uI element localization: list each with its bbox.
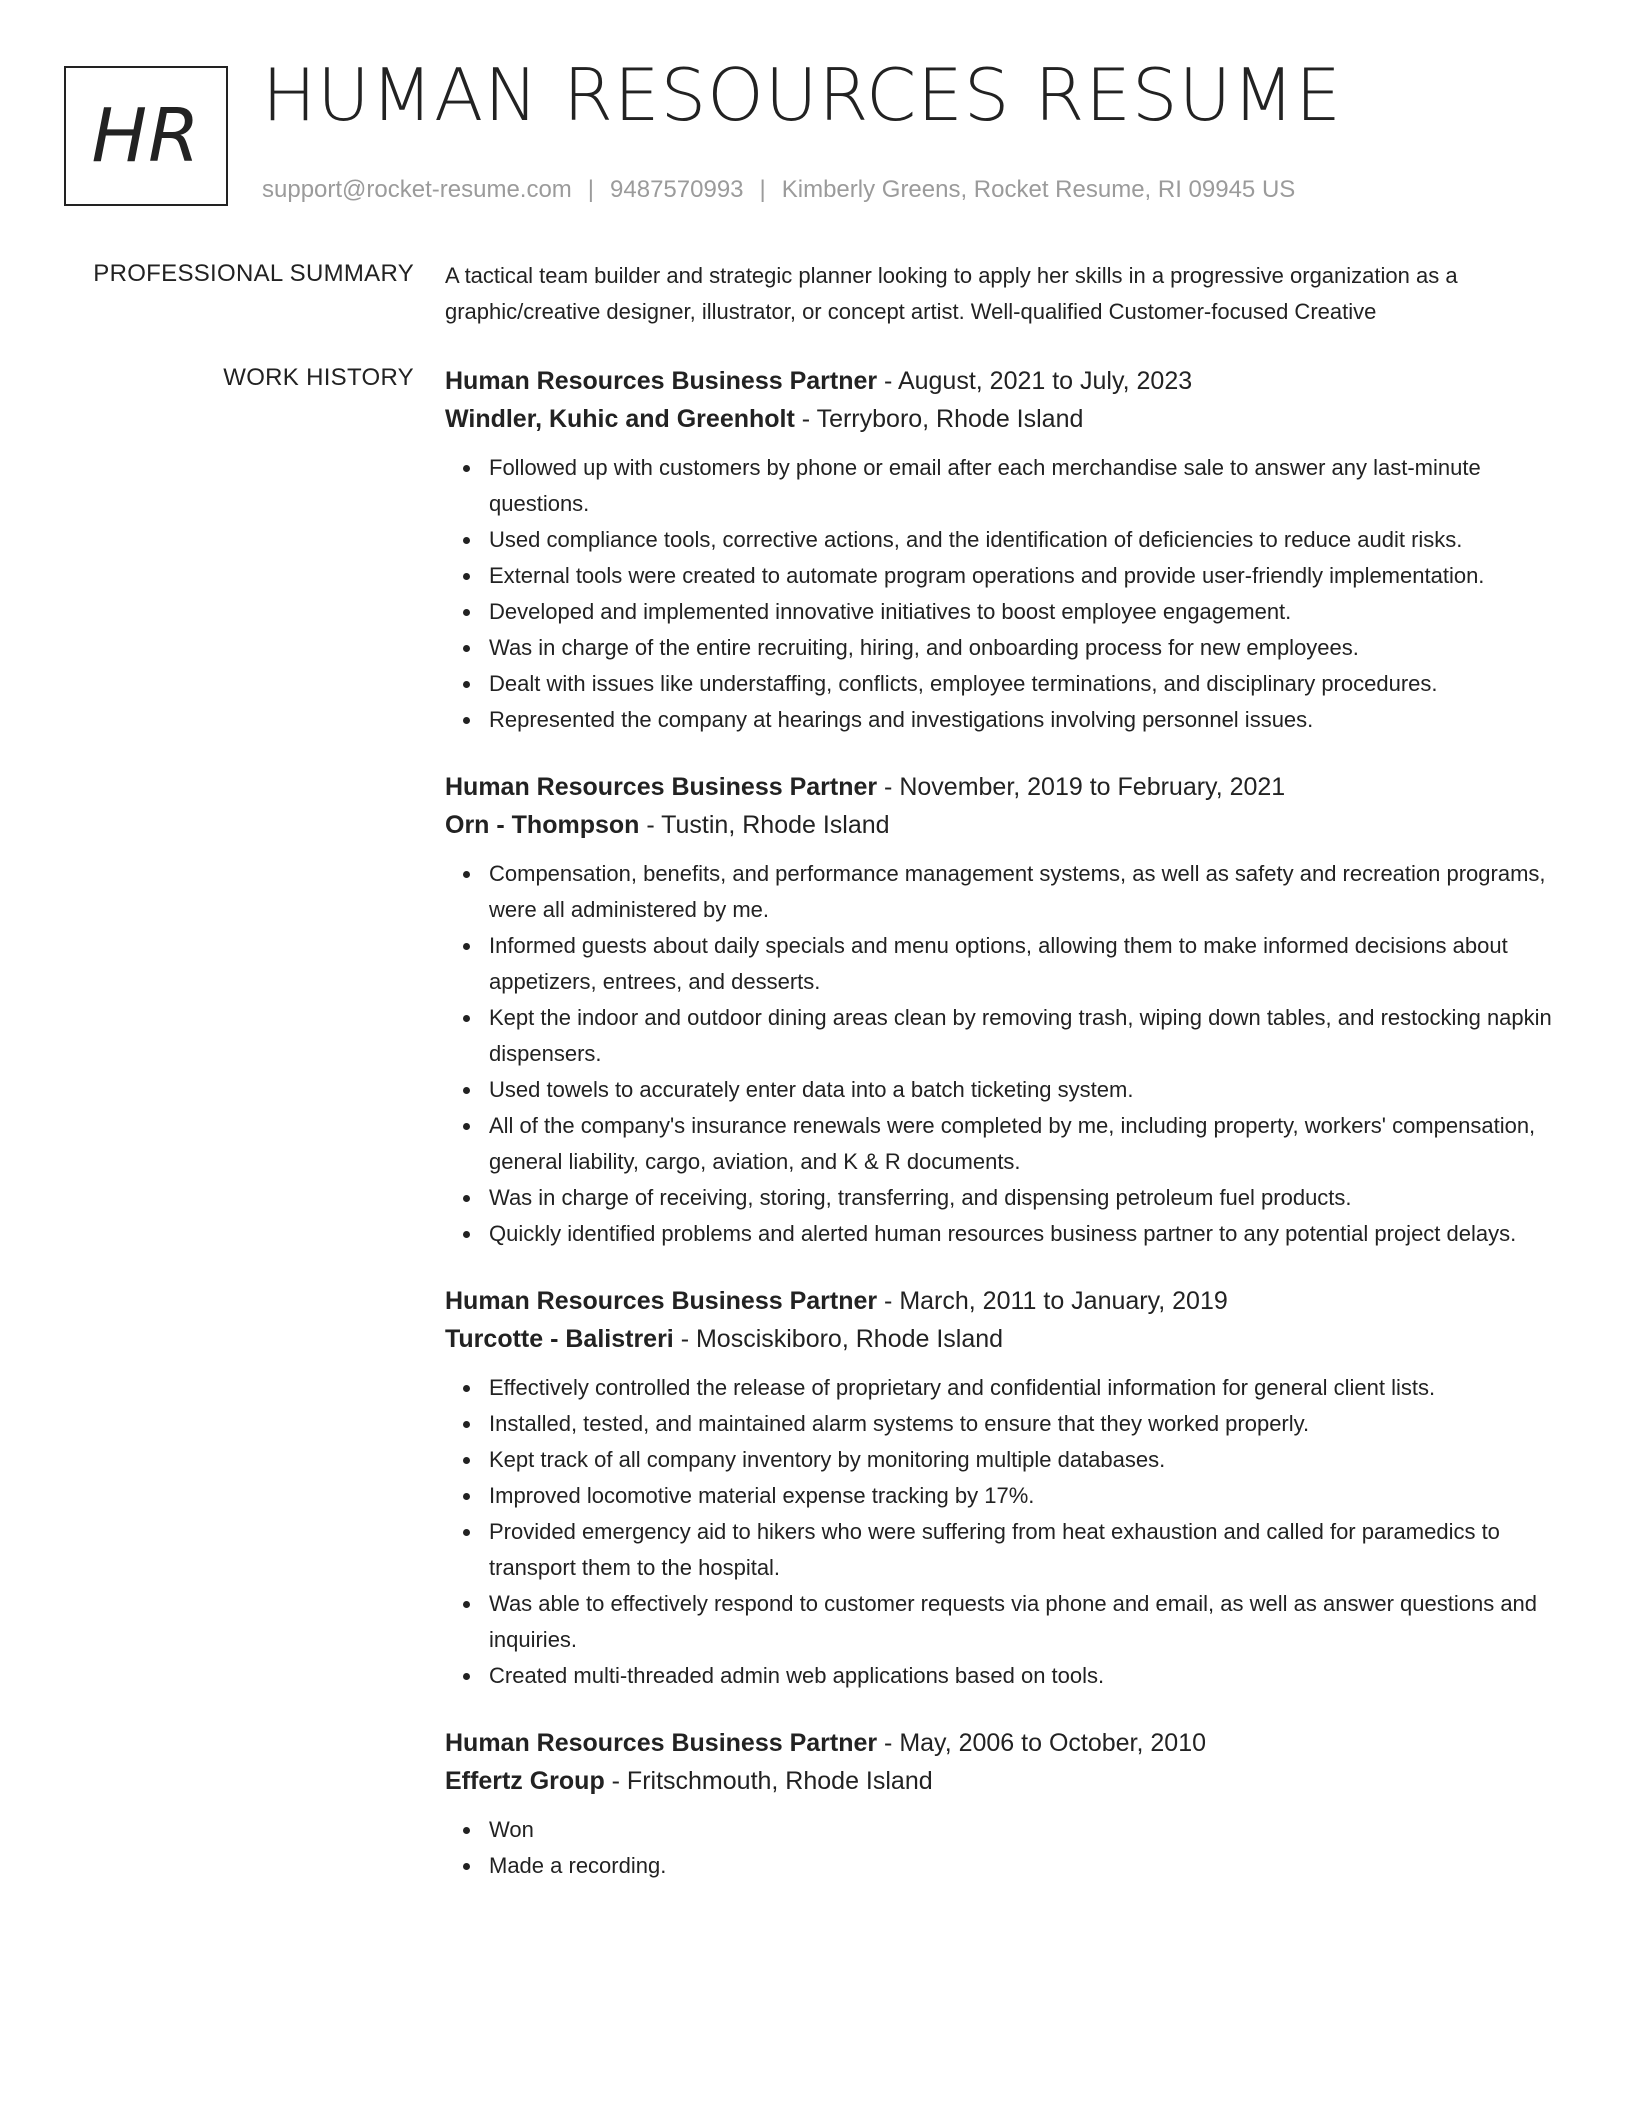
job-title: Human Resources Business Partner xyxy=(445,1729,878,1757)
job-dates: - March, 2011 to January, 2019 xyxy=(877,1287,1228,1315)
job-bullets xyxy=(445,450,1565,738)
job-bullet: Created multi-threaded admin web applications based on tools. xyxy=(489,1658,1565,1694)
job-bullet: Installed, tested, and maintained alarm systems to ensure that they worked properly. xyxy=(489,1406,1565,1442)
monogram-box xyxy=(64,66,228,206)
job-bullet: Improved locomotive material expense tracking by 17%. xyxy=(489,1478,1565,1514)
job-title: Human Resources Business Partner xyxy=(445,367,878,395)
job-dates: - August, 2021 to July, 2023 xyxy=(877,367,1193,395)
job-bullet: All of the company's insurance renewals were completed by me, including property, workers' compensation, general liability, cargo, aviation, and K & R documents. xyxy=(489,1108,1565,1180)
resume-title: HUMAN RESOURCES RESUME xyxy=(262,53,1342,137)
job-bullet: Followed up with customers by phone or email after each merchandise sale to answer any last-minute questions. xyxy=(489,450,1565,522)
job-title-line xyxy=(445,1282,1565,1320)
summary-text: A tactical team builder and strategic planner looking to apply her skills in a progressive organization as a graphic/creative designer, illustrator, or concept artist. Well-qualified Customer-focused Creative xyxy=(445,263,1458,324)
job-entry xyxy=(445,362,1565,738)
job-bullets xyxy=(445,1812,1565,1884)
job-bullet: Used compliance tools, corrective actions, and the identification of deficiencies to reduce audit risks. xyxy=(489,522,1565,558)
job-title: Human Resources Business Partner xyxy=(445,1287,878,1315)
job-dates: - November, 2019 to February, 2021 xyxy=(877,773,1286,801)
job-entry xyxy=(445,768,1565,1252)
job-bullet: Quickly identified problems and alerted human resources business partner to any potential project delays. xyxy=(489,1216,1565,1252)
contact-phone: 9487570993 xyxy=(610,176,744,203)
job-bullet: Developed and implemented innovative initiatives to boost employee engagement. xyxy=(489,594,1565,630)
job-company-line xyxy=(445,1320,1565,1358)
summary-label: PROFESSIONAL SUMMARY xyxy=(93,260,414,287)
job-company-line xyxy=(445,806,1565,844)
job-location: - Fritschmouth, Rhode Island xyxy=(604,1767,933,1795)
job-location: - Terryboro, Rhode Island xyxy=(794,405,1084,433)
job-entry xyxy=(445,1724,1565,1884)
work-history-label: WORK HISTORY xyxy=(223,364,414,391)
job-title: Human Resources Business Partner xyxy=(445,773,878,801)
job-bullet: Was able to effectively respond to customer requests via phone and email, as well as answer questions and inquiries. xyxy=(489,1586,1565,1658)
job-bullet: Provided emergency aid to hikers who were suffering from heat exhaustion and called for paramedics to transport them to the hospital. xyxy=(489,1514,1565,1586)
job-bullet: Was in charge of the entire recruiting, hiring, and onboarding process for new employees. xyxy=(489,630,1565,666)
job-company: Orn - Thompson xyxy=(445,811,640,839)
job-bullets xyxy=(445,1370,1565,1694)
job-entry xyxy=(445,1282,1565,1694)
job-bullet: Kept track of all company inventory by monitoring multiple databases. xyxy=(489,1442,1565,1478)
job-bullets xyxy=(445,856,1565,1252)
job-bullet: External tools were created to automate program operations and provide user-friendly implementation. xyxy=(489,558,1565,594)
monogram-text: HR xyxy=(91,93,201,179)
job-bullet: Effectively controlled the release of proprietary and confidential information for general client lists. xyxy=(489,1370,1565,1406)
job-bullet: Used towels to accurately enter data into a batch ticketing system. xyxy=(489,1072,1565,1108)
contact-separator: | xyxy=(759,176,766,203)
job-title-line xyxy=(445,768,1565,806)
job-bullet: Won xyxy=(489,1812,1565,1848)
job-bullet: Made a recording. xyxy=(489,1848,1565,1884)
job-company-line xyxy=(445,400,1565,438)
job-title-line xyxy=(445,362,1565,400)
job-bullet: Dealt with issues like understaffing, conflicts, employee terminations, and disciplinary procedures. xyxy=(489,666,1565,702)
job-location: - Mosciskiboro, Rhode Island xyxy=(673,1325,1004,1353)
contact-address: Kimberly Greens, Rocket Resume, RI 09945 US xyxy=(781,176,1296,203)
work-history-body xyxy=(445,362,1565,1914)
contact-separator: | xyxy=(587,176,595,203)
job-dates: - May, 2006 to October, 2010 xyxy=(877,1729,1207,1757)
job-company: Windler, Kuhic and Greenholt xyxy=(445,405,795,433)
contact-line xyxy=(262,176,1295,204)
job-bullet: Compensation, benefits, and performance management systems, as well as safety and recreation programs, were all administered by me. xyxy=(489,856,1565,928)
job-bullet: Kept the indoor and outdoor dining areas clean by removing trash, wiping down tables, and restocking napkin dispensers. xyxy=(489,1000,1565,1072)
job-title-line xyxy=(445,1724,1565,1762)
job-company: Turcotte - Balistreri xyxy=(445,1325,674,1353)
job-bullet: Was in charge of receiving, storing, transferring, and dispensing petroleum fuel products. xyxy=(489,1180,1565,1216)
job-bullet: Represented the company at hearings and investigations involving personnel issues. xyxy=(489,702,1565,738)
job-company: Effertz Group xyxy=(445,1767,605,1795)
job-location: - Tustin, Rhode Island xyxy=(639,811,890,839)
summary-body xyxy=(445,258,1565,330)
contact-email: support@rocket-resume.com xyxy=(262,176,572,203)
job-bullet: Informed guests about daily specials and menu options, allowing them to make informed decisions about appetizers, entrees, and desserts. xyxy=(489,928,1565,1000)
job-company-line xyxy=(445,1762,1565,1800)
